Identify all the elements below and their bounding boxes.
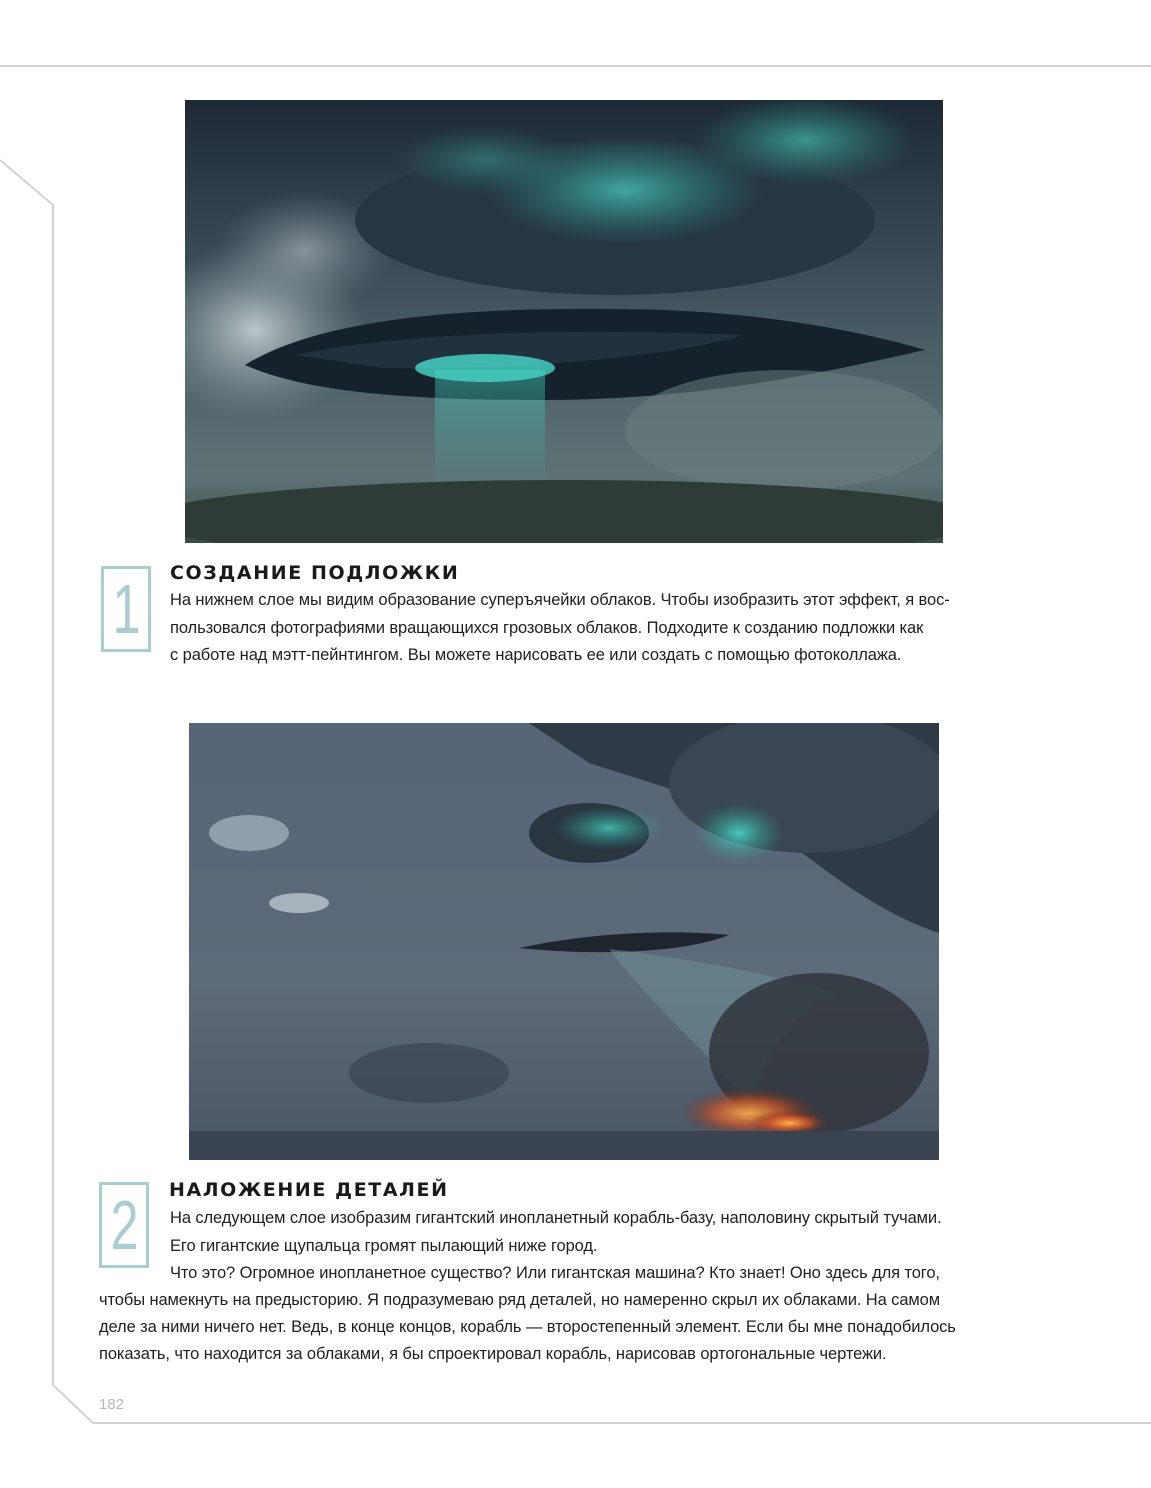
body-text-line: Что это? Огромное инопланетное существо? Или гигантская машина? Кто знает! Оно здесь для того, <box>170 1264 940 1282</box>
step-number: 2 <box>109 1186 139 1264</box>
page-number: 182 <box>99 1396 125 1413</box>
body-text-line: показать, что находится за облаками, я бы спроектировал корабль, нарисовав ортогональные чертежи. <box>99 1345 887 1363</box>
body-text-line: На следующем слое изобразим гигантский инопланетный корабль-базу, наполовину скрытый тучами. <box>170 1209 942 1227</box>
body-text-line: На нижнем слое мы видим образование суперъячейки облаков. Чтобы изобразить этот эффект, я вос- <box>170 591 950 609</box>
section-heading: СОЗДАНИЕ ПОДЛОЖКИ <box>170 562 460 584</box>
step-number: 1 <box>111 570 141 648</box>
body-text-line: с работе над мэтт-пейнтингом. Вы можете нарисовать ее или создать с помощью фотоколлажа. <box>170 646 902 664</box>
section-heading: НАЛОЖЕНИЕ ДЕТАЛЕЙ <box>169 1179 449 1201</box>
body-text-line: деле за ними ничего нет. Ведь, в конце концов, корабль — второстепенный элемент. Если бы мне понадобилось <box>99 1318 956 1336</box>
step-number-badge <box>101 566 151 652</box>
step-number-badge <box>99 1182 149 1268</box>
body-text-line: Его гигантские щупальца громят пылающий ниже город. <box>170 1237 598 1255</box>
alien-mothership-painting-icon <box>189 723 939 1160</box>
body-text-line: пользовался фотографиями вращающихся грозовых облаков. Подходите к созданию подложки как <box>170 619 924 637</box>
storm-supercell-painting-icon <box>185 100 943 543</box>
body-text-line: чтобы намекнуть на предысторию. Я подразумеваю ряд деталей, но намеренно скрыл их облаками. На самом <box>99 1291 940 1309</box>
